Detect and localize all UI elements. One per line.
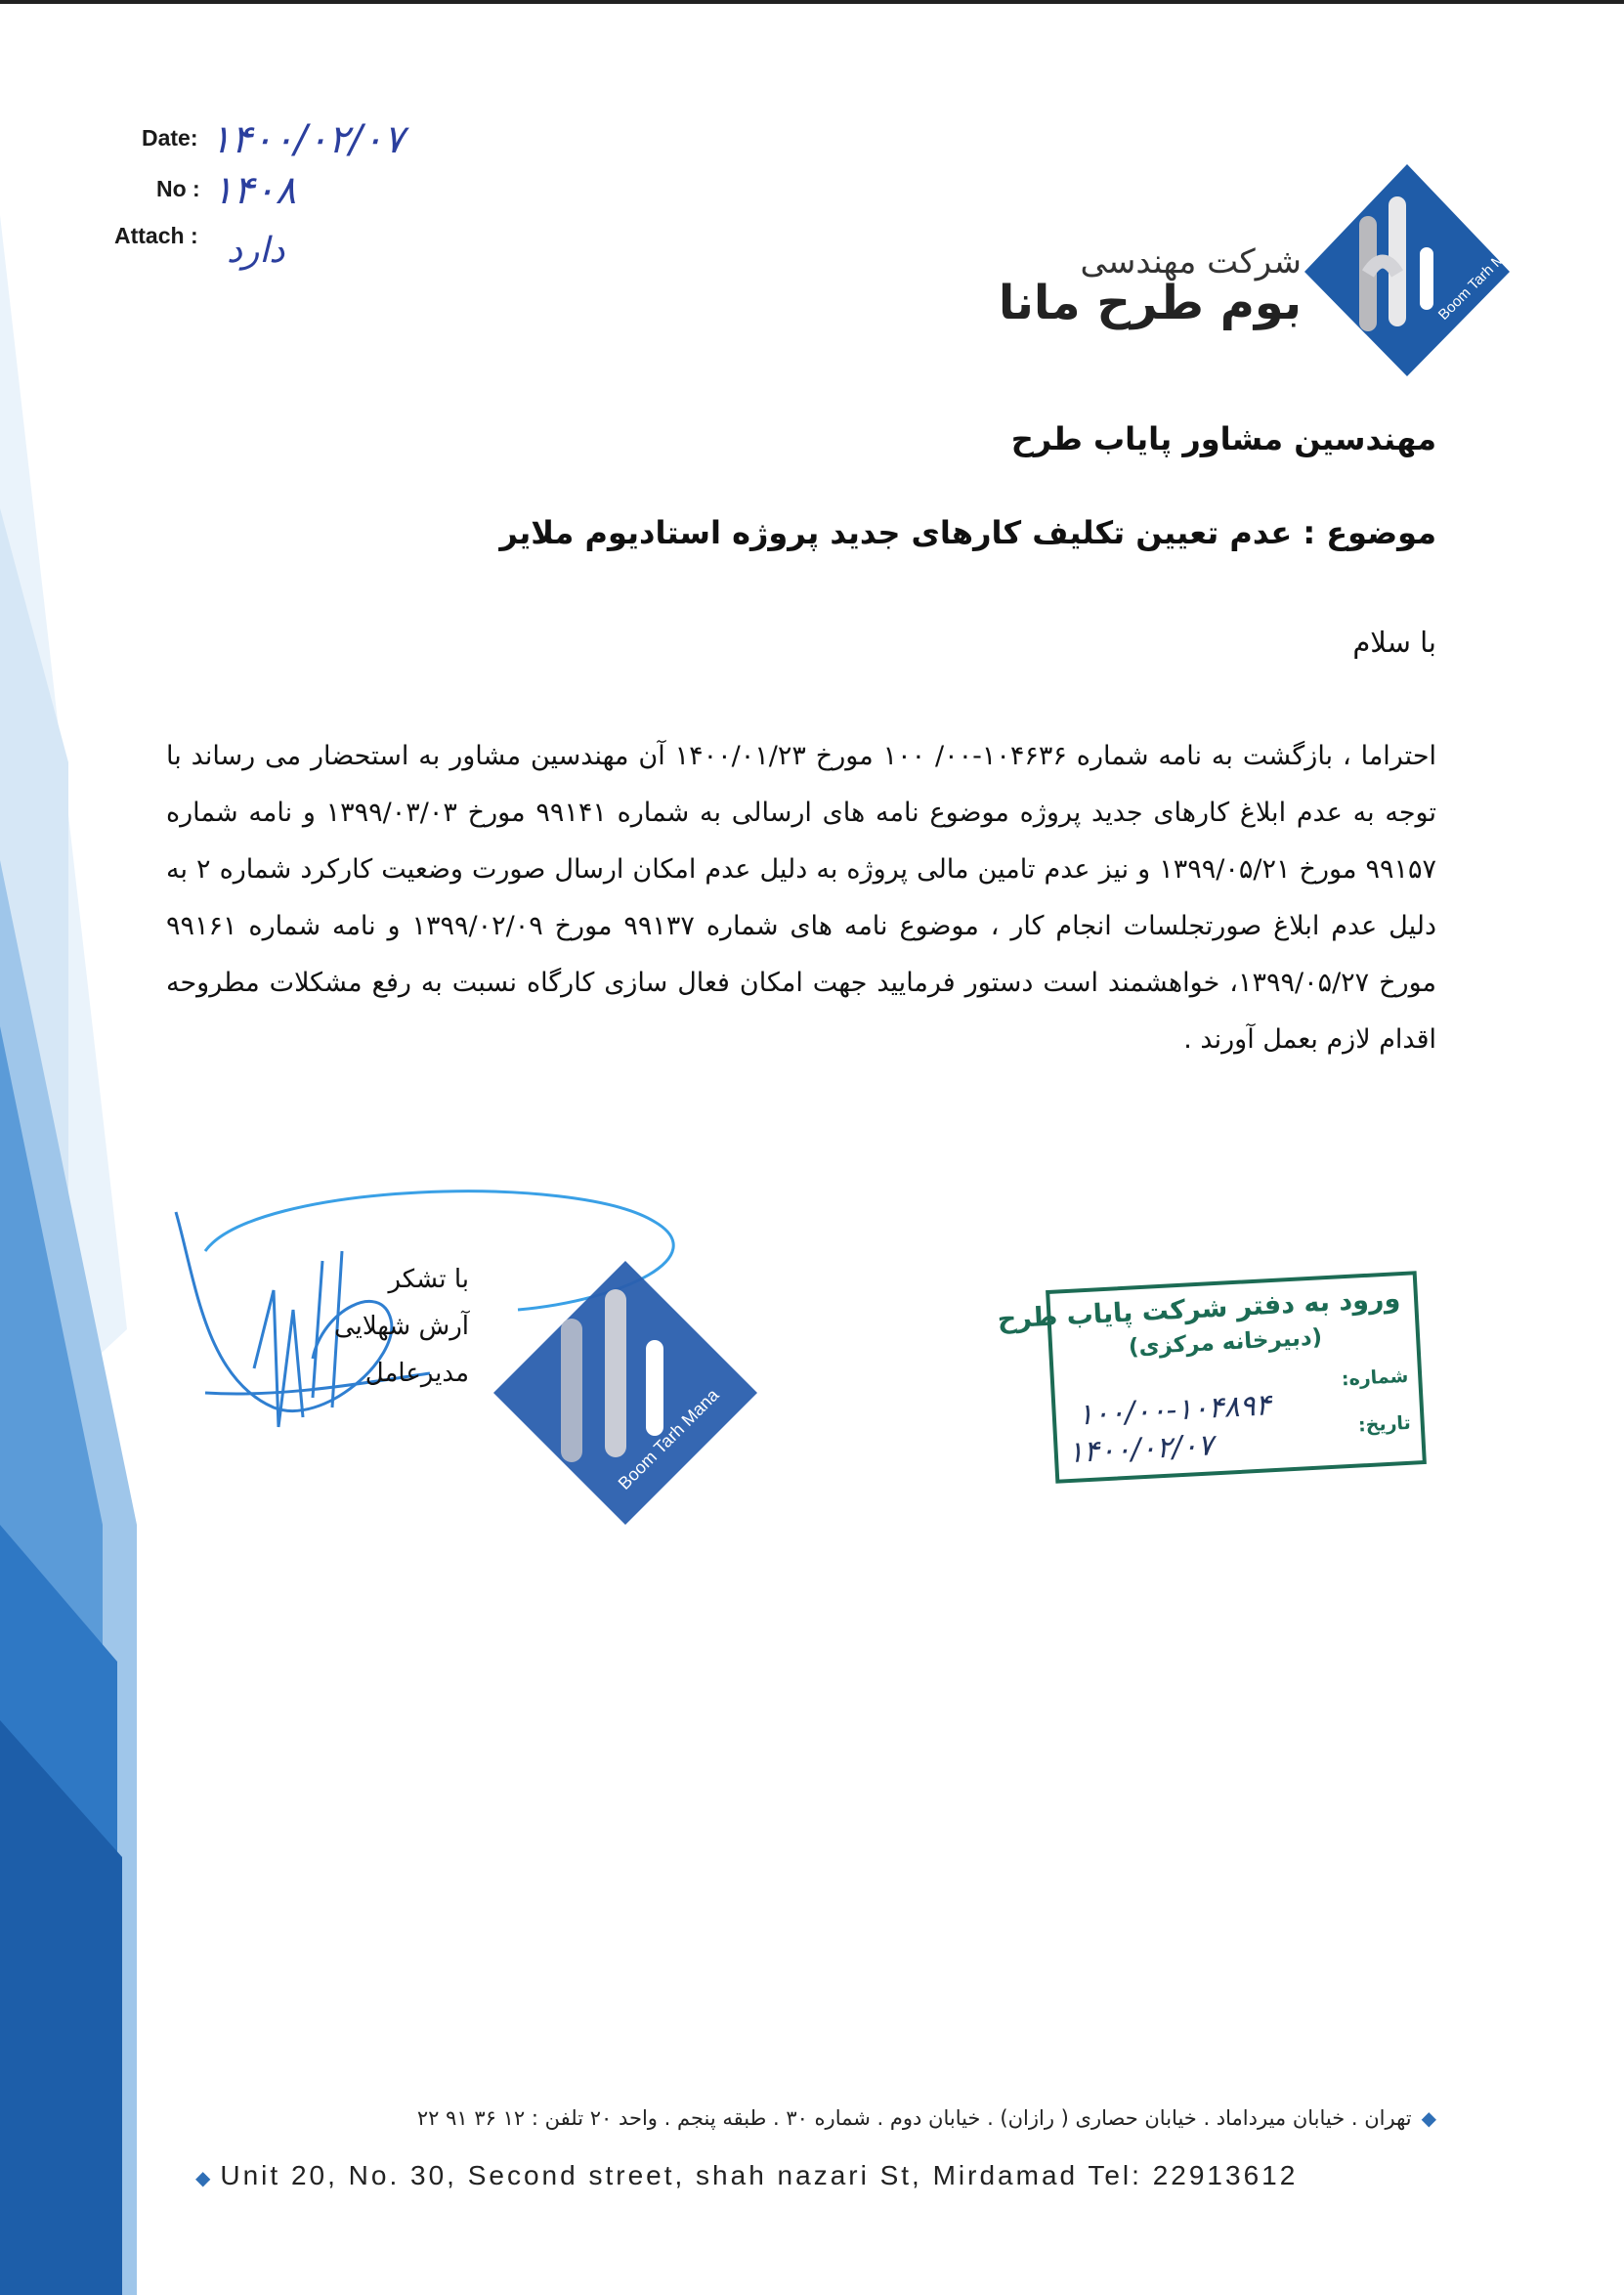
recipient: مهندسین مشاور پایاب طرح: [1010, 420, 1436, 457]
stamp-title: ورود به دفتر شرکت پایاب طرح: [996, 1283, 1401, 1335]
received-stamp: [996, 1271, 1427, 1484]
company-name-line1: شرکت مهندسی: [1080, 242, 1302, 281]
number-field: [156, 168, 296, 213]
diamond-bullet-icon: ◆: [1421, 2106, 1436, 2130]
company-seal-icon: [479, 1241, 772, 1535]
logo-caption: Boom Tarh Mana: [1434, 233, 1526, 324]
footer-address-fa: [417, 2106, 1436, 2130]
footer-address-fa-text: تهران . خیابان میرداماد . خیابان حصاری ( رازان) . خیابان دوم . شماره ۳۰ . طبقه پنجم . واحد ۲۰ تلفن : ۱۲ ۳۶ ۹۱ ۲۲: [416, 2106, 1412, 2130]
number-label: No :: [156, 176, 200, 202]
date-label: Date:: [142, 125, 198, 152]
attach-field: [114, 223, 198, 249]
subject: موضوع : عدم تعیین تکلیف کارهای جدید پروژه استادیوم ملایر: [499, 514, 1436, 551]
stamp-subtitle: (دبیرخانه مرکزی): [1128, 1324, 1323, 1361]
diamond-bullet-icon: ◆: [195, 2168, 211, 2189]
top-border: [0, 0, 1624, 4]
date-field: [142, 117, 405, 162]
company-name: [999, 242, 1302, 330]
company-name-line2: بوم طرح مانا: [998, 276, 1302, 330]
company-logo-icon: [1300, 156, 1526, 381]
stamp-date-value: ۱۴۰۰/۰۲/۰۷: [1066, 1428, 1215, 1471]
attach-value: دارد: [227, 231, 285, 271]
letter-body: احتراما ، بازگشت به نامه شماره ۱۰۴۶۳۶-۰۰/ ۱۰۰ مورخ ۱۴۰۰/۰۱/۲۳ آن مهندسین مشاور به استحضار می رساند با توجه به عدم ابلاغ کارهای جدید پروژه موضوع نامه های ارسالی به شماره ۹۹۱۴۱ مورخ ۱۳۹۹/۰۳/۰۳ و نامه شماره ۹۹۱۵۷ مورخ ۱۳۹۹/۰۵/۲۱ و نیز عدم تامین مالی پروژه به دلیل عدم امکان ارسال صورت وضعیت کارکرد شماره ۲ به دلیل عدم ابلاغ صورتجلسات انجام کار ، موضوع نامه های شماره ۹۹۱۳۷ مورخ ۱۳۹۹/۰۲/۰۹ و نامه شماره ۹۹۱۶۱ مورخ ۱۳۹۹/۰۵/۲۷، خواهشمند است دستور فرمایید جهت امکان فعال سازی کارگاه نسبت به رفع مشکلات مطروحه اقدام لازم بعمل آورند .: [166, 741, 1437, 1055]
greeting: با سلام: [1352, 626, 1436, 659]
footer-address-en: [195, 2160, 1298, 2191]
signature-name: آرش شهلایی: [334, 1312, 469, 1341]
footer-address-en-text: Unit 20, No. 30, Second street, shah nazari St, Mirdamad Tel: 22913612: [220, 2160, 1299, 2190]
signature-title: مدیرعامل: [364, 1359, 469, 1388]
seal-caption: Boom Tarh Mana: [614, 1384, 723, 1494]
stamp-date-label: تاریخ:: [1357, 1411, 1412, 1437]
stamp-number-value: ۱۰۰/۰۰-۱۰۴۸۹۴: [1076, 1388, 1272, 1433]
stamp-number-label: شماره:: [1341, 1364, 1409, 1391]
number-value: ۱۴۰۸: [212, 168, 297, 213]
attach-label: Attach :: [114, 223, 198, 248]
signature-closing: با تشکر: [388, 1265, 469, 1294]
signature-block: [334, 1256, 469, 1397]
date-value: ۱۴۰۰/۰۲/۰۷: [209, 117, 405, 162]
